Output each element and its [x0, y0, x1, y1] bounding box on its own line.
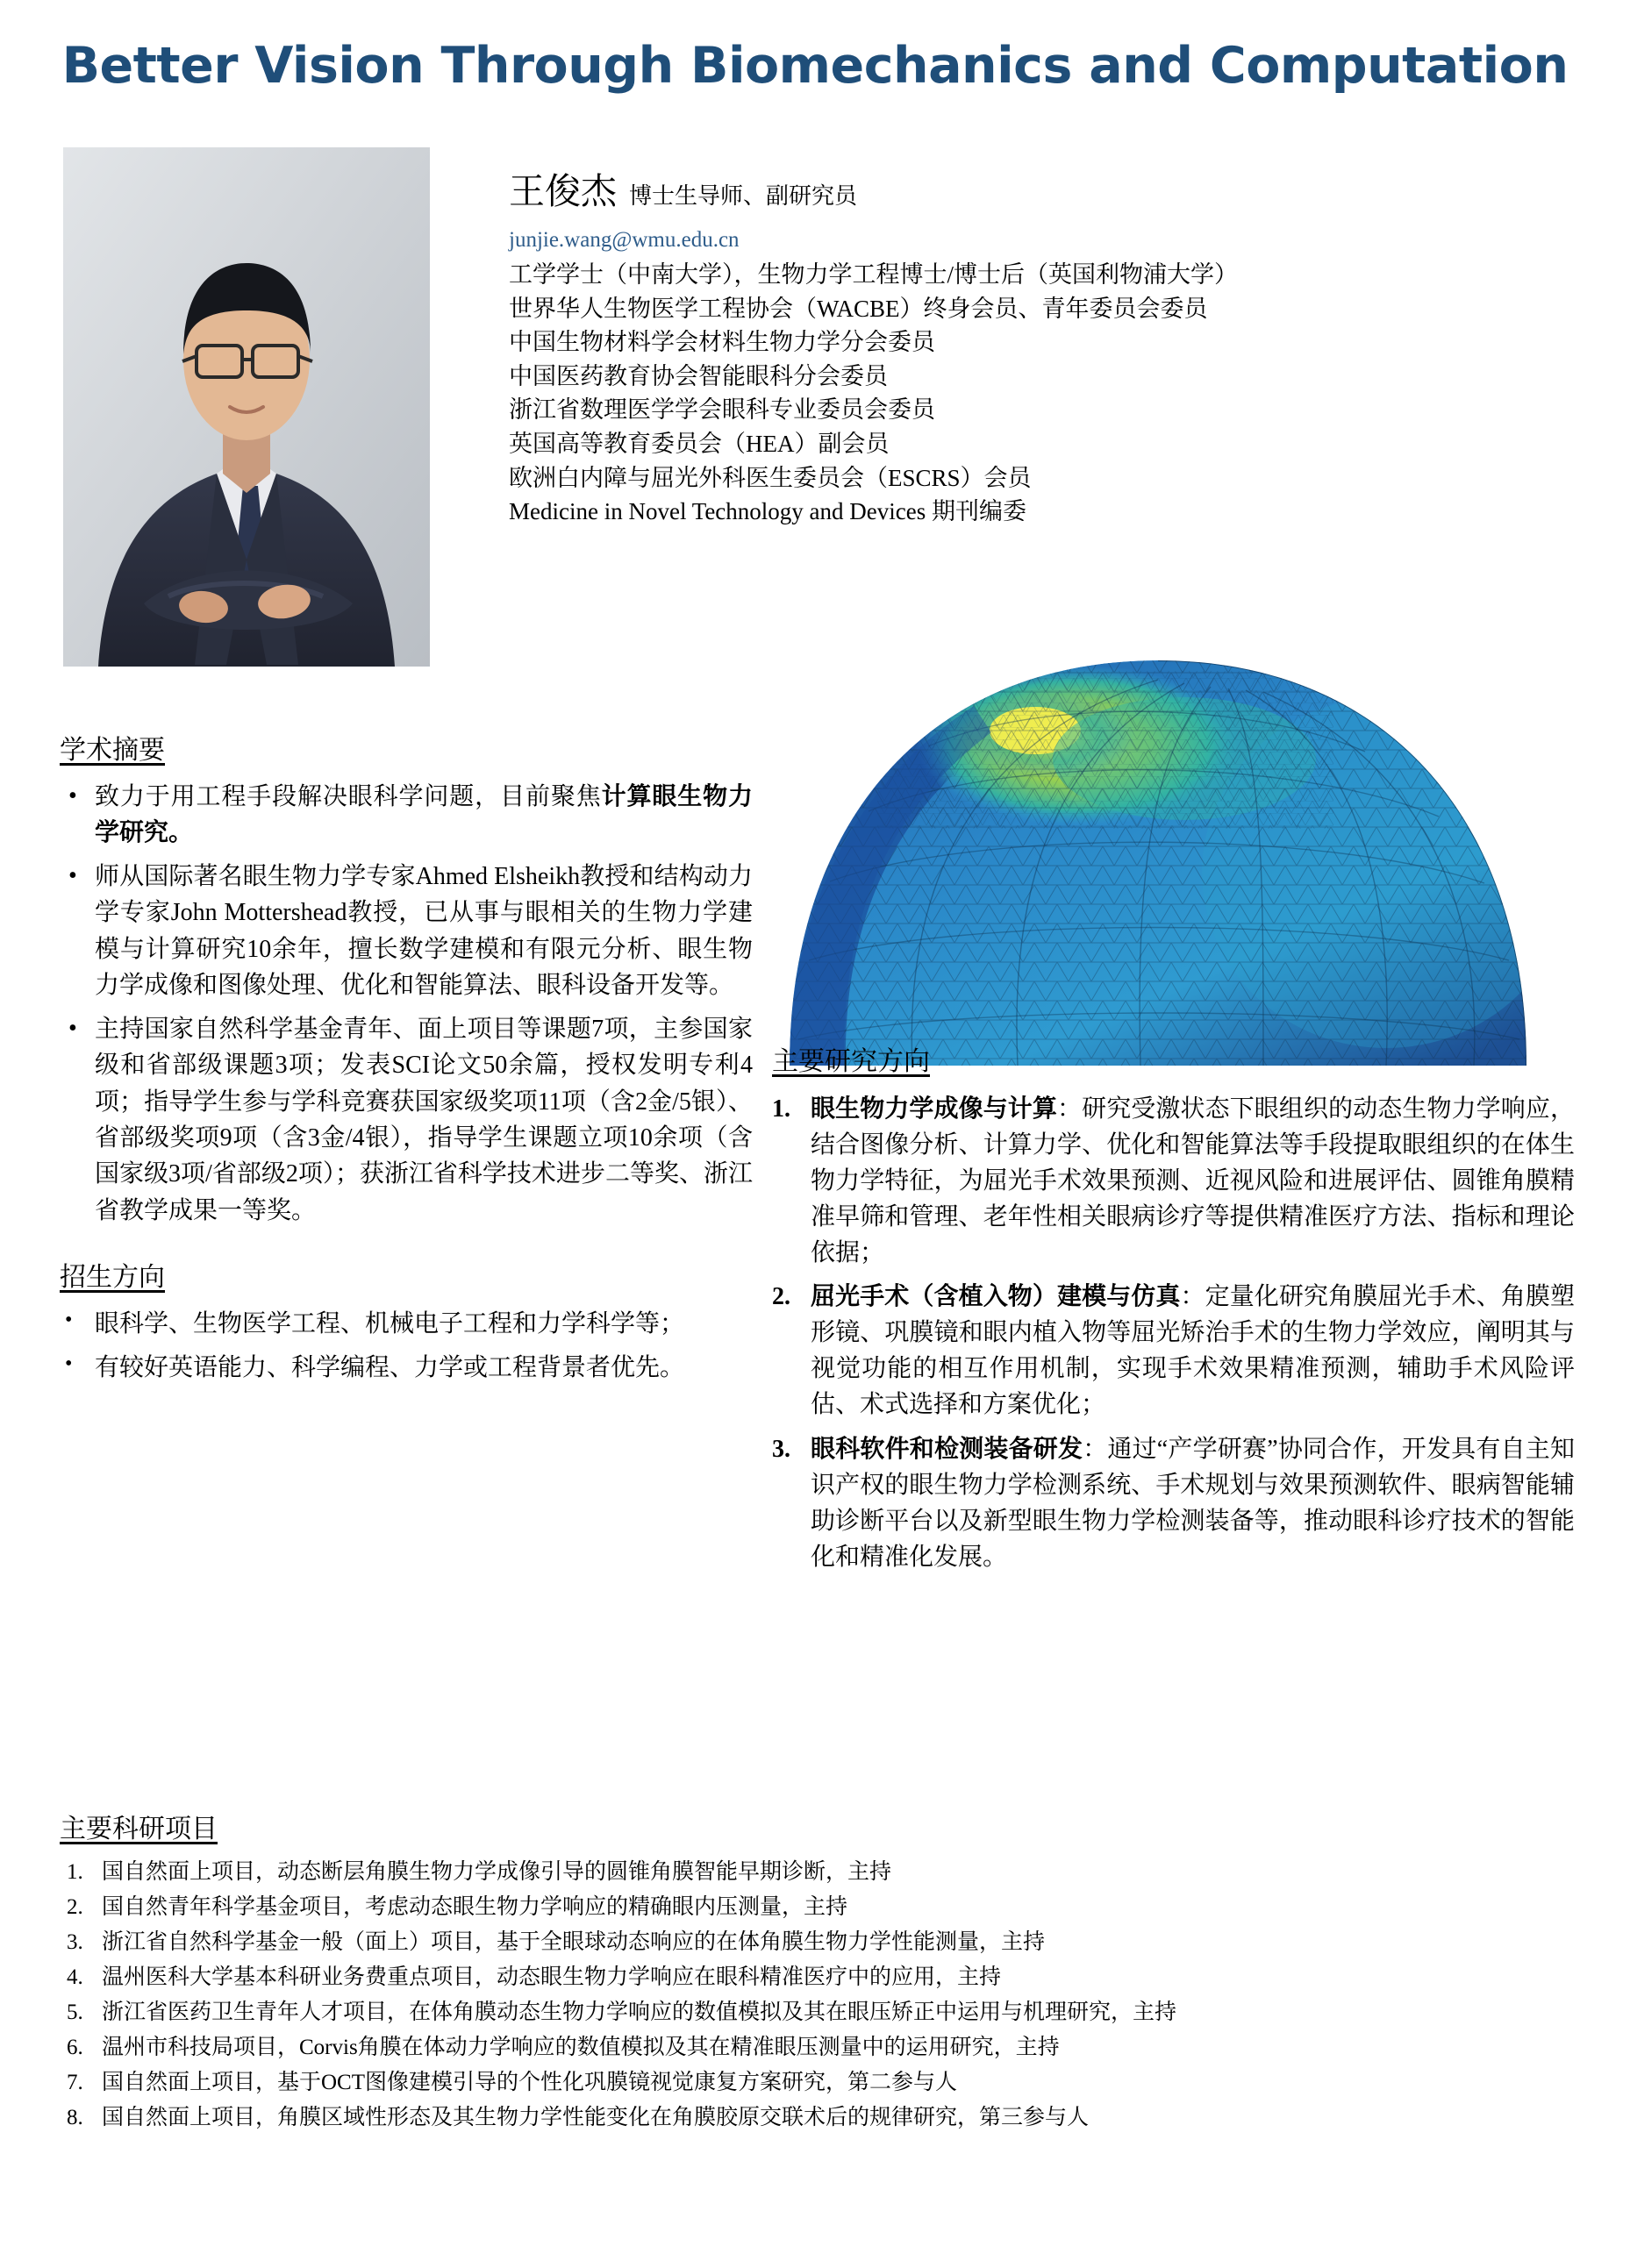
- credential-item: 浙江省数理医学学会眼科专业委员会委员: [509, 396, 935, 424]
- admission-heading: 招生方向: [60, 1263, 165, 1293]
- credential-item: Medicine in Novel Technology and Devices 期刊编委: [509, 498, 1026, 525]
- abstract-item: • 致力于用工程手段解决眼科学问题，目前聚焦计算眼生物力学研究。: [60, 779, 753, 852]
- direction-title: 眼生物力学成像与计算: [811, 1095, 1057, 1123]
- project-item: 浙江省自然科学基金一般（面上）项目，基于全眼球动态响应的在体角膜生物力学性能测量，主持: [102, 1930, 1046, 1954]
- direction-body: ：定量化研究角膜屈光手术、角膜塑形镜、巩膜镜和眼内植入物等屈光矫治手术的生物力学效应，阐明其与视觉功能的相互作用机制，实现手术效果精准预测，辅助手术风险评估、术式选择和方案优化；: [811, 1283, 1575, 1418]
- credential-item: 世界华人生物医学工程协会（WACBE）终身会员、青年委员会委员: [509, 295, 1208, 322]
- direction-item: [772, 1092, 1575, 1271]
- credential-item: 中国生物材料学会材料生物力学分会委员: [509, 329, 935, 356]
- page-title: Better Vision Through Biomechanics and Computation: [61, 37, 1569, 95]
- admission-item: • 有较好英语能力、科学编程、力学或工程背景者优先。: [60, 1350, 753, 1386]
- project-item: 浙江省医药卫生青年人才项目，在体角膜动态生物力学响应的数值模拟及其在眼压矫正中运用与机理研究，主持: [102, 2001, 1177, 2024]
- credential-item: 中国医药教育协会智能眼科分会委员: [509, 362, 888, 389]
- profile-email[interactable]: junjie.wang@wmu.edu.cn: [509, 228, 740, 252]
- admission-section: [60, 1255, 753, 1386]
- project-item: 国自然面上项目，基于OCT图像建模引导的个性化巩膜镜视觉康复方案研究，第二参与人: [102, 2071, 958, 2094]
- profile-name: 王俊杰: [509, 171, 617, 211]
- admission-list: [60, 1306, 753, 1386]
- direction-body: ：研究受激状态下眼组织的动态生物力学响应，结合图像分析、计算力学、优化和智能算法等手段提取眼组织的在体生物力学特征，为屈光手术效果预测、近视风险和进展评估、圆锥角膜精准早筛和管理、老年性相关眼病诊疗等提供精准医疗方法、指标和理论依据；: [811, 1095, 1575, 1266]
- direction-title: 眼科软件和检测装备研发: [811, 1435, 1083, 1463]
- project-item: 国自然青年科学基金项目，考虑动态眼生物力学响应的精确眼内压测量，主持: [102, 1895, 848, 1919]
- credential-item: 欧洲白内障与屈光外科医生委员会（ESCRS）会员: [509, 464, 1032, 491]
- credential-list: [509, 258, 1570, 529]
- credential-item: 工学学士（中南大学），生物力学工程博士/博士后（英国利物浦大学）: [509, 261, 1239, 288]
- profile-role: 博士生导师、副研究员: [629, 183, 858, 209]
- research-directions-section: [772, 1039, 1575, 1584]
- direction-item: [772, 1280, 1575, 1423]
- direction-item: [772, 1432, 1575, 1576]
- abstract-item: • 主持国家自然科学基金青年、面上项目等课题7项，主参国家级和省部级课题3项；发表SCI论文50余篇，授权发明专利4项；指导学生参与学科竞赛获国家级奖项11项（含2金/5银）、省部级奖项9项（含3金/4银），指导学生课题立项10余项（含国家级3项/省部级2项）；获浙江省科学技术进步二等奖、浙江省教学成果一等奖。: [60, 1011, 753, 1230]
- direction-title: 屈光手术（含植入物）建模与仿真: [811, 1283, 1181, 1311]
- profile-header: [509, 162, 1570, 529]
- portrait-photo: [63, 147, 430, 667]
- abstract-heading: 学术摘要: [60, 736, 165, 765]
- direction-body: ：通过“产学研赛”协同合作，开发具有自主知识产权的眼生物力学检测系统、手术规划与效果预测软件、眼病智能辅助诊断平台以及新型眼生物力学检测装备等，推动眼科诊疗技术的智能化和精准化发展。: [811, 1435, 1575, 1571]
- credential-item: 英国高等教育委员会（HEA）副会员: [509, 431, 890, 458]
- directions-heading: 主要研究方向: [772, 1047, 930, 1076]
- admission-item: • 眼科学、生物医学工程、机械电子工程和力学科学等；: [60, 1306, 753, 1342]
- left-column: [60, 728, 753, 1393]
- projects-section: [60, 1807, 1577, 2136]
- projects-heading: 主要科研项目: [60, 1815, 218, 1844]
- name-line: [509, 162, 1570, 214]
- abstract-item: • 师从国际著名眼生物力学专家Ahmed Elsheikh教授和结构动力学专家John Mottershead教授，已从事与眼相关的生物力学建模与计算研究10余年，擅长数学建模和有限元分析、眼生物力学成像和图像处理、优化和智能算法、眼科设备开发等。: [60, 859, 753, 1004]
- project-item: 温州医科大学基本科研业务费重点项目，动态眼生物力学响应在眼科精准医疗中的应用，主持: [102, 1965, 1002, 1989]
- project-item: 温州市科技局项目，Corvis角膜在体动力学响应的数值模拟及其在精准眼压测量中的运用研究，主持: [102, 2036, 1060, 2059]
- eye-finite-element-model-figure: [772, 653, 1544, 1066]
- project-item: 国自然面上项目，动态断层角膜生物力学成像引导的圆锥角膜智能早期诊断，主持: [102, 1860, 892, 1884]
- abstract-list: [60, 779, 753, 1229]
- project-item: 国自然面上项目，角膜区域性形态及其生物力学性能变化在角膜胶原交联术后的规律研究，第三参与人: [102, 2106, 1090, 2129]
- directions-list: [772, 1092, 1575, 1575]
- projects-list: [60, 1856, 1577, 2135]
- abstract-item-highlight: 计算眼生物力学研究。: [95, 783, 753, 847]
